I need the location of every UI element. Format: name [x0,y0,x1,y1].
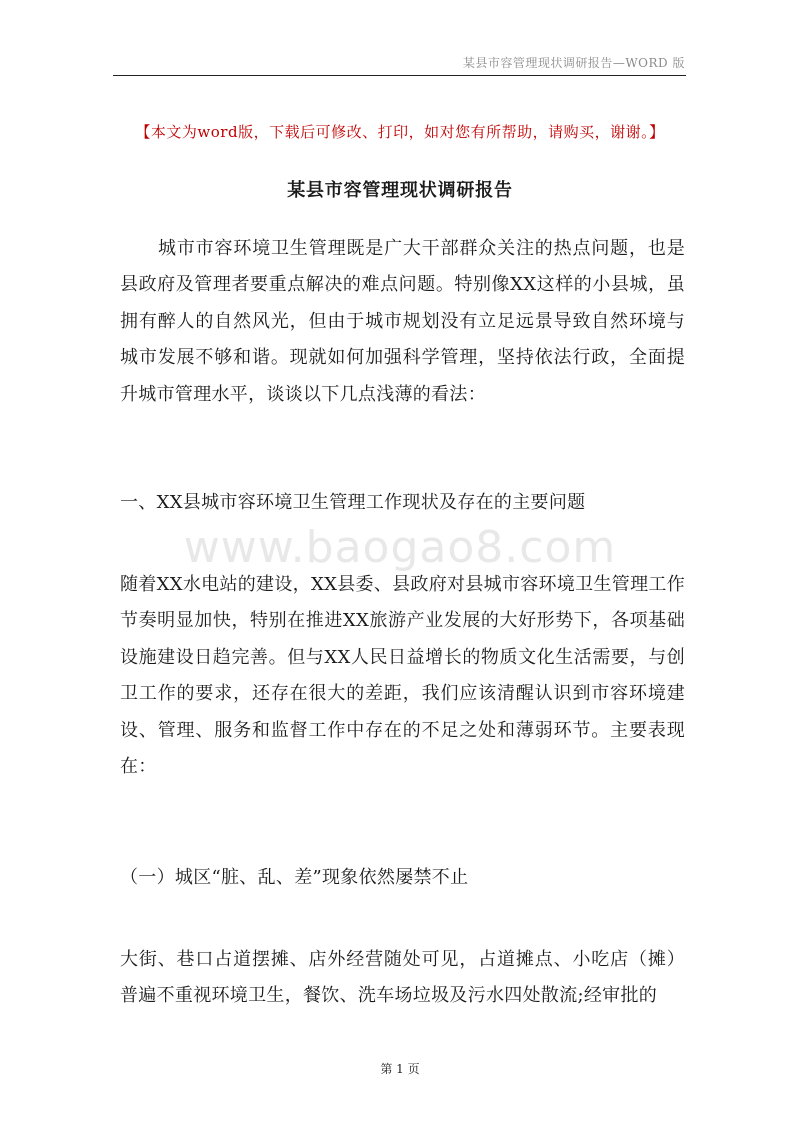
header-divider [113,75,686,76]
watermark-text: www.baogao8.com [183,522,617,573]
page-number: 第 1 页 [380,1062,420,1076]
running-header-title: 某县市容管理现状调研报告—WORD 版 [462,56,685,70]
document-title: 某县市容管理现状调研报告 [287,180,513,201]
subsection-1-heading: （一）城区“脏、乱、差”现象依然屡禁不止 [120,867,469,888]
section-1-body: 随着XX水电站的建设，XX县委、县政府对县城市容环境卫生管理工作节奏明显加快，特别在推进XX旅游产业发展的大好形势下，各项基础设施建设日趋完善。但与XX人民日益增长的物质文化生活需要，与创卫工作的要求，还存在很大的差距，我们应该清醒认识到市容环境建设、管理、服务和监督工作中存在的不足之处和薄弱环节。主要表现在： [120,574,685,778]
subsection-1-body: 大街、巷口占道摆摊、店外经营随处可见，占道摊点、小吃店（摊）普遍不重视环境卫生，餐饮、洗车场垃圾及污水四处散流;经审批的 [120,949,685,1007]
intro-paragraph: 城市市容环境卫生管理既是广大干部群众关注的热点问题，也是县政府及管理者要重点解决的难点问题。特别像XX这样的小县城，虽拥有醉人的自然风光，但由于城市规划没有立足远景导致自然环境与城市发展不够和谐。现就如何加强科学管理，坚持依法行政，全面提升城市管理水平，谈谈以下几点浅薄的看法： [120,238,685,405]
purchase-notice: 【本文为word版，下载后可修改、打印，如对您有所帮助，请购买，谢谢。】 [135,123,665,141]
section-1-heading: 一、XX县城市容环境卫生管理工作现状及存在的主要问题 [120,492,586,513]
